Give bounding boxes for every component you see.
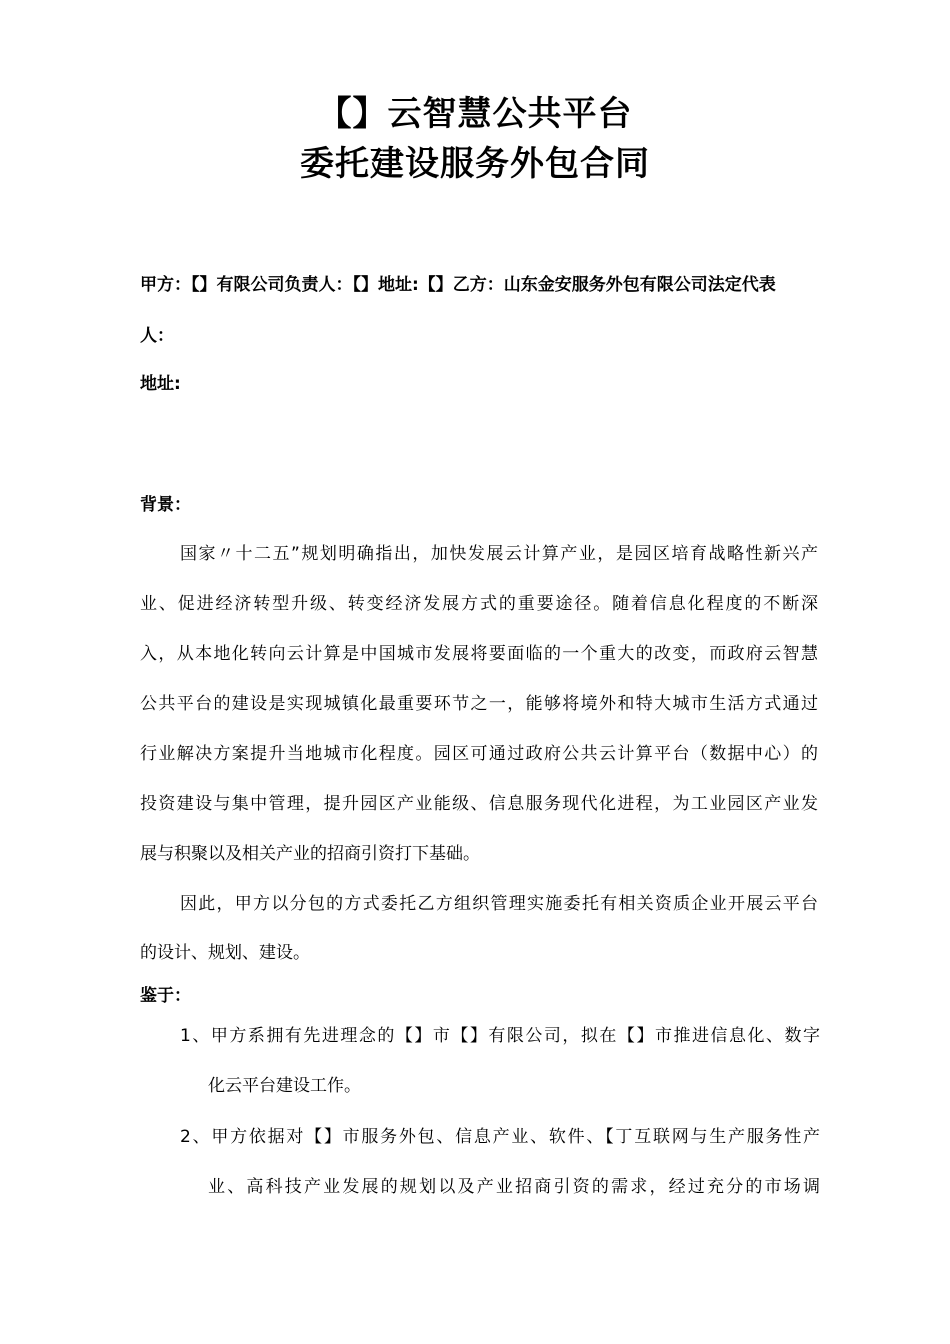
parties-address: 地址:: [140, 374, 181, 394]
document-title-line1: 【】云智慧公共平台: [317, 94, 633, 134]
whereas-item2-line: 2、甲方依据对【】市服务外包、信息产业、软件、【丁互联网与生产服务性产: [180, 1127, 820, 1147]
whereas-heading: 鉴于：: [140, 986, 191, 1006]
background-heading: 背景：: [140, 495, 191, 515]
whereas-item2-line: 业、高科技产业发展的规划以及产业招商引资的需求，经过充分的市场调: [208, 1177, 820, 1197]
background-para1-line: 公共平台的建设是实现城镇化最重要环节之一，能够将境外和特大城市生活方式通过: [140, 694, 818, 714]
parties-line-2: 人：: [140, 326, 174, 346]
background-para1-line: 投资建设与集中管理，提升园区产业能级、信息服务现代化进程，为工业园区产业发: [140, 794, 818, 814]
whereas-item1-line: 化云平台建设工作。: [208, 1076, 361, 1096]
background-para1-line: 入，从本地化转向云计算是中国城市发展将要面临的一个重大的改变，而政府云智慧: [140, 644, 818, 664]
background-para1-line: 国家〃十二五”规划明确指出，加快发展云计算产业，是园区培育战略性新兴产: [180, 544, 818, 564]
parties-line-1: 甲方：【】有限公司负责人：【】地址:【】乙方：山东金安服务外包有限公司法定代表: [140, 275, 776, 295]
document-title-line2: 委托建设服务外包合同: [300, 144, 650, 184]
background-para1-line: 展与积聚以及相关产业的招商引资打下基础。: [140, 844, 480, 864]
background-para1-line: 业、促进经济转型升级、转变经济发展方式的重要途径。随着信息化程度的不断深: [140, 594, 818, 614]
background-para2-line: 因此，甲方以分包的方式委托乙方组织管理实施委托有相关资质企业开展云平台: [180, 894, 818, 914]
whereas-item1-line: 1、甲方系拥有先进理念的【】市【】有限公司，拟在【】市推进信息化、数字: [180, 1026, 820, 1046]
background-para1-line: 行业解决方案提升当地城市化程度。园区可通过政府公共云计算平台（数据中心）的: [140, 744, 818, 764]
background-para2-line: 的设计、规划、建设。: [140, 943, 310, 963]
